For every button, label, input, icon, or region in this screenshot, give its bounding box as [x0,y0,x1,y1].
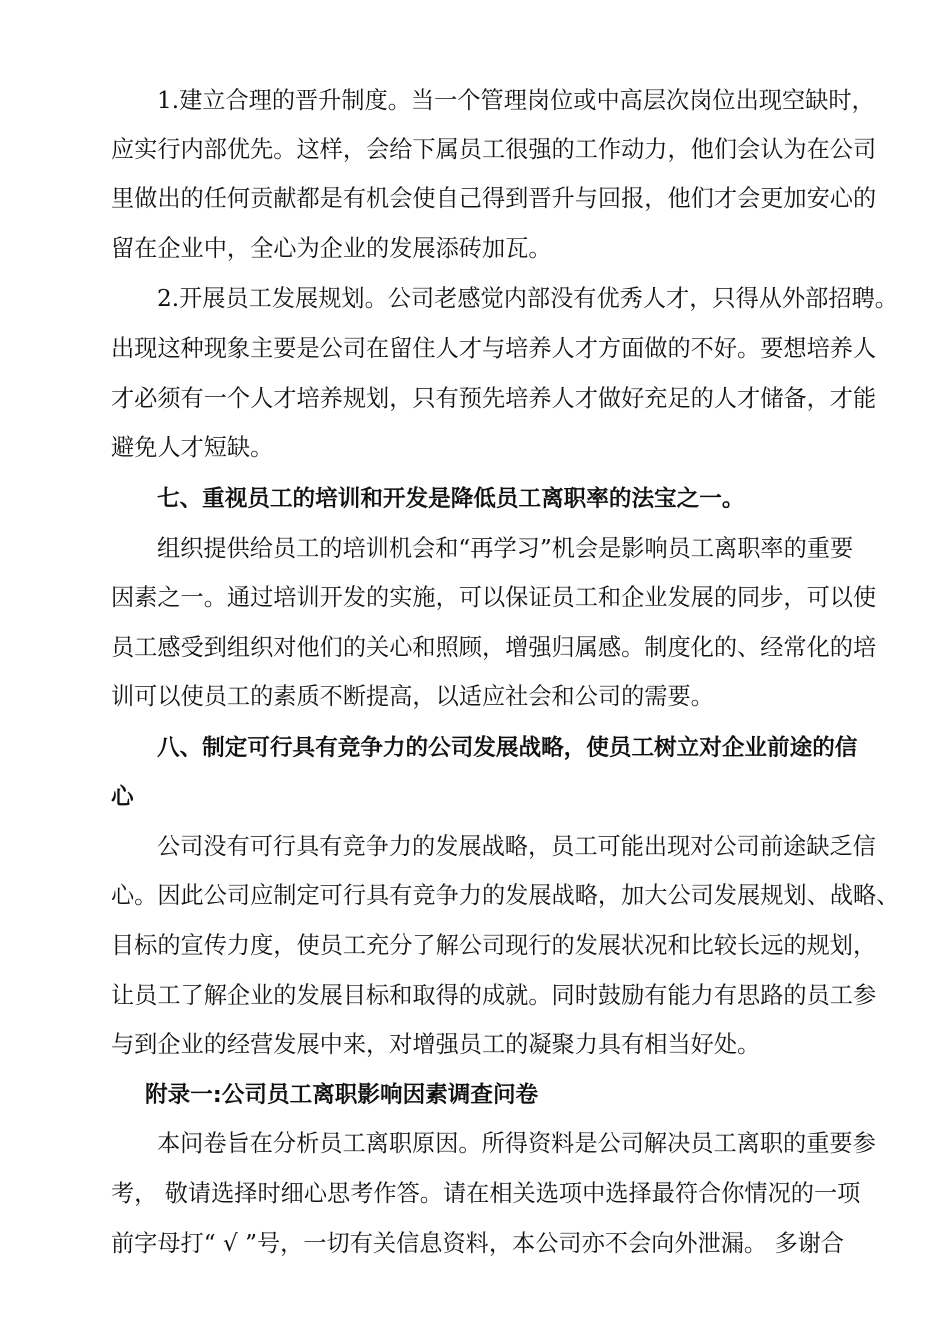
text-line: 因素之一。通过培训开发的实施，可以保证员工和企业发展的同步，可以使 [111,584,877,611]
text-line: 与到企业的经营发展中来，对增强员工的凝聚力具有相当好处。 [111,1031,761,1058]
text-line: 才必须有一个人才培养规划，只有预先培养人才做好充足的人才储备，才能 [111,385,877,412]
section-heading-8-continued: 心 [111,784,134,810]
text-line: 1.建立合理的晋升制度。当一个管理岗位或中高层次岗位出现空缺时， [157,87,875,114]
text-line: 目标的宣传力度，使员工充分了解公司现行的发展状况和比较长远的规划， [111,932,877,959]
section-heading-7: 七、重视员工的培训和开发是降低员工离职率的法宝之一。 [157,486,745,512]
appendix-heading: 附录一:公司员工离职影响因素调查问卷 [145,1082,539,1108]
text-line: 前字母打“ √ ”号，一切有关信息资料，本公司亦不会向外泄漏。 多谢合 [111,1230,845,1257]
text-line: 2.开展员工发展规划。公司老感觉内部没有优秀人才，只得从外部招聘。 [157,285,898,312]
text-line: 让员工了解企业的发展目标和取得的成就。同时鼓励有能力有思路的员工参 [111,982,877,1009]
text-line: 员工感受到组织对他们的关心和照顾，增强归属感。制度化的、经常化的培 [111,634,877,661]
text-line: 应实行内部优先。这样，会给下属员工很强的工作动力，他们会认为在公司 [111,136,877,163]
text-line: 本问卷旨在分析员工离职原因。所得资料是公司解决员工离职的重要参 [157,1130,876,1157]
text-line: 考， 敬请选择时细心思考作答。请在相关选项中选择最符合你情况的一项 [111,1180,861,1207]
text-line: 出现这种现象主要是公司在留住人才与培养人才方面做的不好。要想培养人 [111,335,877,362]
text-line: 公司没有可行具有竞争力的发展战略，员工可能出现对公司前途缺乏信 [157,833,876,860]
text-line: 里做出的任何贡献都是有机会使自己得到晋升与回报，他们才会更加安心的 [111,185,877,212]
section-heading-8: 八、制定可行具有竞争力的公司发展战略，使员工树立对企业前途的信 [157,735,858,761]
text-line: 组织提供给员工的培训机会和“再学习”机会是影响员工离职率的重要 [157,535,854,562]
text-line: 避免人才短缺。 [111,434,274,461]
text-line: 留在企业中，全心为企业的发展添砖加瓦。 [111,235,552,262]
text-line: 心。因此公司应制定可行具有竞争力的发展战略，加大公司发展规划、战略、 [111,882,900,909]
text-line: 训可以使员工的素质不断提高，以适应社会和公司的需要。 [111,683,714,710]
